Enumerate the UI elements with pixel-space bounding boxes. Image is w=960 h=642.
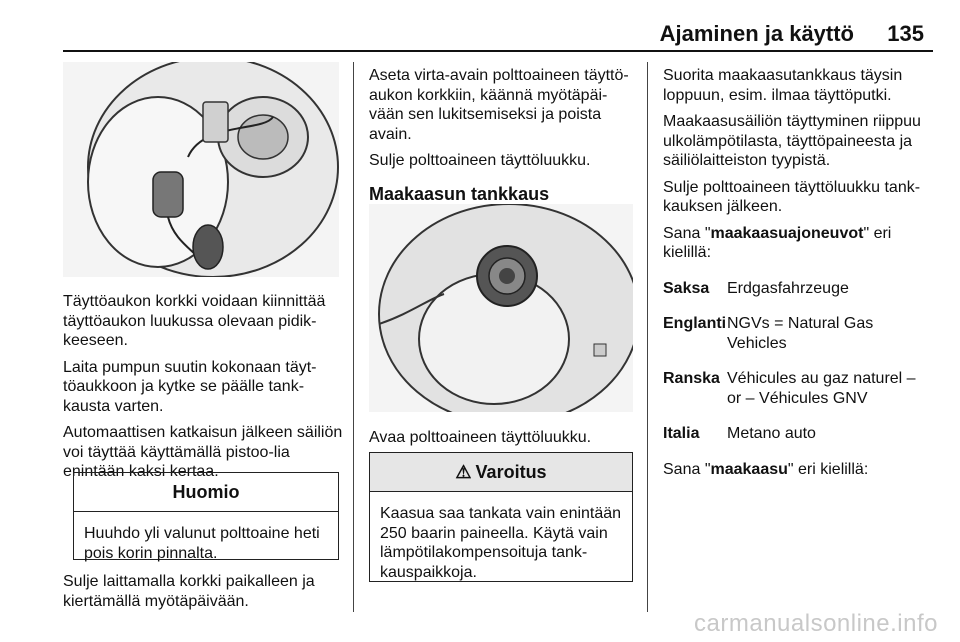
column-1-closing <box>63 572 343 618</box>
column-3-text <box>663 66 933 486</box>
paragraph: Täyttöaukon korkki voidaan kiinnittää täyttöaukon luukussa olevaan pidik-keeseen. <box>63 293 326 349</box>
warning-body: Kaasua saa tankata vain enintään 250 baarin paineella. Käytä vain lämpötilakompensoituja tank-kauspaikkoja. <box>380 505 622 581</box>
language-name: Italia <box>663 425 700 442</box>
column-2-after-figure <box>369 428 637 455</box>
paragraph: Aseta virta-avain polttoaineen täyttö-aukon korkkiin, käännä myötäpäi-vään sen lukitsemiseksi ja poista avain. <box>369 67 629 143</box>
column-2-text <box>369 66 637 223</box>
sana-prefix: Sana " <box>663 460 711 478</box>
language-name: Saksa <box>663 279 710 297</box>
column-divider-1 <box>353 62 354 612</box>
language-row <box>663 424 933 444</box>
sana-term: maakaasuajoneuvot <box>710 224 864 242</box>
cng-filler-figure <box>369 204 633 412</box>
cng-filler-illustration-icon <box>369 204 633 412</box>
language-row <box>663 279 933 299</box>
fuel-cap-figure <box>63 62 339 277</box>
paragraph: Sulje laittamalla korkki paikalleen ja kiertämällä myötäpäivään. <box>63 573 315 610</box>
language-row <box>663 369 933 408</box>
paragraph: Sulje polttoaineen täyttöluukku tank-kauksen jälkeen. <box>663 178 921 215</box>
paragraph: Laita pumpun suutin kokonaan täyt-töaukkoon ja kytke se päälle tank-kausta varten. <box>63 358 317 415</box>
column-1-text <box>63 292 343 489</box>
language-row <box>663 314 933 353</box>
note-body: Huuhdo yli valunut polttoaine heti pois korin pinnalta. <box>84 525 320 562</box>
sana-prefix: Sana " <box>663 224 711 242</box>
paragraph: Automaattisen katkaisun jälkeen säiliön voi täyttää käyttämällä pistoo-lia enintään kaksi kertaa. <box>63 424 343 480</box>
warning-box <box>369 452 633 582</box>
language-name: Ranska <box>663 370 720 387</box>
sana-suffix: " eri kielillä: <box>663 224 892 261</box>
language-term: Erdgasfahrzeuge <box>727 279 849 297</box>
page-header-title: Ajaminen ja käyttö <box>659 21 854 46</box>
watermark: carmanualsonline.info <box>694 610 938 637</box>
language-table <box>663 279 933 444</box>
fuel-cap-tether-illustration-icon <box>63 62 339 277</box>
note-title: Huomio <box>74 473 338 512</box>
page-number: 135 <box>887 21 924 46</box>
note-box <box>73 472 339 560</box>
column-divider-2 <box>647 62 648 612</box>
paragraph <box>663 224 933 263</box>
sana-suffix: " eri kielillä: <box>787 460 869 478</box>
sana-term: maakaasu <box>710 460 788 478</box>
language-term: Véhicules au gaz naturel – or – Véhicules GNV <box>727 370 916 407</box>
language-name: Englanti <box>663 315 727 332</box>
language-term: NGVs = Natural Gas Vehicles <box>727 315 874 352</box>
warning-triangle-icon: ⚠ <box>455 461 472 482</box>
paragraph: Sulje polttoaineen täyttöluukku. <box>369 152 591 169</box>
header-rule <box>63 50 933 52</box>
language-term: Metano auto <box>727 425 816 442</box>
paragraph: Suorita maakaasutankkaus täysin loppuun, esim. ilmaa täyttöputki. <box>663 67 903 104</box>
section-heading: Maakaasun tankkaus <box>369 183 550 204</box>
paragraph: Avaa polttoaineen täyttöluukku. <box>369 429 592 446</box>
paragraph: Maakaasusäiliön täyttyminen riippuu ulkolämpötilasta, täyttöpaineesta ja säiliölaitteiston tyypistä. <box>663 113 921 169</box>
warning-title-bar <box>370 453 632 492</box>
warning-title: Varoitus <box>475 461 547 482</box>
paragraph <box>663 460 933 480</box>
